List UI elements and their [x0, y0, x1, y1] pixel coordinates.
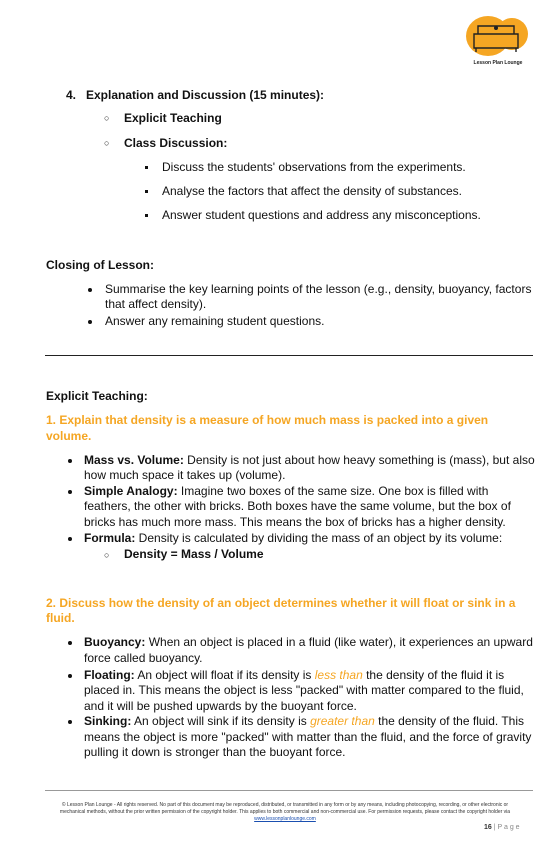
floating-text-end: the density of the fluid it is	[362, 668, 505, 682]
greater-than-emphasis: greater than	[310, 714, 375, 728]
bullet	[68, 641, 72, 645]
less-than-emphasis: less than	[314, 668, 363, 682]
formula-label: Formula:	[84, 531, 136, 545]
formula-line-1	[84, 531, 502, 546]
square-bullet	[145, 166, 148, 169]
discussion-bullet: Answer student questions and address any misconceptions.	[162, 208, 481, 222]
sinking-text-end: the density of the fluid. This	[374, 714, 524, 728]
sub-class-discussion: Class Discussion:	[124, 136, 228, 150]
analogy-text: Imagine two boxes of the same size. One box is filled with	[177, 484, 489, 498]
buoyancy-line-2: force called buoyancy.	[84, 651, 203, 665]
floating-line-3: and it will be pushed upwards by the buoyant force.	[84, 699, 357, 713]
discussion-bullet: Discuss the students' observations from the experiments.	[162, 160, 466, 174]
analogy-line-3: bricks has much more mass. This means the box of bricks has a higher density.	[84, 515, 506, 529]
bullet	[88, 288, 92, 292]
discussion-bullet: Analyse the factors that affect the density of substances.	[162, 184, 462, 198]
explicit-heading: Explicit Teaching:	[46, 389, 148, 403]
section-divider	[45, 355, 533, 356]
point-2-line-2: fluid.	[46, 611, 75, 625]
copyright-link[interactable]: www.lessonplanlounge.com	[254, 816, 316, 822]
point-1-line-1: 1. Explain that density is a measure of how much mass is packed into a given	[46, 413, 489, 427]
closing-bullet-2: Answer any remaining student questions.	[105, 314, 325, 328]
sofa-logo-icon	[464, 14, 532, 60]
circle-bullet: ○	[104, 138, 110, 148]
square-bullet	[145, 190, 148, 193]
footer-divider	[45, 790, 533, 791]
closing-bullet-1-line-1: Summarise the key learning points of the lesson (e.g., density, buoyancy, factors	[105, 282, 532, 296]
sinking-line-1	[84, 714, 524, 729]
buoyancy-label: Buoyancy:	[84, 635, 146, 649]
logo-text: Lesson Plan Lounge	[473, 60, 523, 66]
formula-text: Density is calculated by dividing the mass of an object by its volume:	[135, 531, 503, 545]
logo	[464, 14, 532, 70]
page-label: | P a g e	[493, 824, 520, 831]
mass-volume-line-2: how much space it takes up (volume).	[84, 468, 286, 482]
sinking-label: Sinking:	[84, 714, 132, 728]
bullet	[68, 459, 72, 463]
bullet	[68, 490, 72, 494]
page-number-value: 16	[484, 824, 492, 831]
mass-volume-line-1	[84, 453, 535, 468]
section-heading: Explanation and Discussion (15 minutes):	[86, 88, 325, 102]
square-bullet	[145, 214, 148, 217]
section-number: 4.	[66, 88, 77, 102]
floating-line-1	[84, 668, 504, 683]
sub-explicit-teaching: Explicit Teaching	[124, 111, 222, 125]
closing-heading: Closing of Lesson:	[46, 258, 154, 272]
circle-bullet: ○	[104, 113, 110, 123]
analogy-line-1	[84, 484, 488, 499]
sinking-text: An object will sink if its density is	[131, 714, 311, 728]
bullet	[68, 674, 72, 678]
point-2-line-1: 2. Discuss how the density of an object determines whether it will float or sink in a	[46, 596, 516, 610]
bullet	[88, 320, 92, 324]
copyright-line-1: © Lesson Plan Lounge - All rights reserved. No part of this document may be reproduced, distributed, or transmitted in any form or by any means, including photocopying, recording, or other electronic or	[61, 802, 509, 808]
formula: Density = Mass / Volume	[124, 547, 264, 561]
buoyancy-text: When an object is placed in a fluid (like water), it experiences an upward	[145, 635, 533, 649]
closing-bullet-1-line-2: that affect density).	[105, 297, 207, 311]
copyright-line-2: mechanical methods, without the prior written permission of the copyright holder. This applies to both commercial and non-commercial use. For permission requests, please contact the copyright holder via	[59, 809, 511, 815]
mass-volume-text: Density is not just about how heavy something is (mass), but also	[183, 453, 535, 467]
bullet	[68, 537, 72, 541]
sinking-line-3: pulling it down is stronger than the buoyant force.	[84, 745, 346, 759]
point-1-line-2: volume.	[46, 429, 92, 443]
floating-label: Floating:	[84, 668, 135, 682]
analogy-line-2: feathers, the other with bricks. Both boxes have the same volume, but the box of	[84, 499, 511, 513]
sinking-line-2: means the object is more "packed" with matter than the fluid, and the force of gravity	[84, 730, 532, 744]
analogy-label: Simple Analogy:	[84, 484, 178, 498]
page-number	[484, 824, 520, 831]
mass-volume-label: Mass vs. Volume:	[84, 453, 184, 467]
floating-text: An object will float if its density is	[134, 668, 315, 682]
circle-bullet: ○	[104, 550, 110, 560]
floating-line-2: placed in. This means the object is less "packed" with matter compared to the fluid,	[84, 683, 524, 697]
buoyancy-line-1	[84, 635, 533, 650]
bullet	[68, 720, 72, 724]
